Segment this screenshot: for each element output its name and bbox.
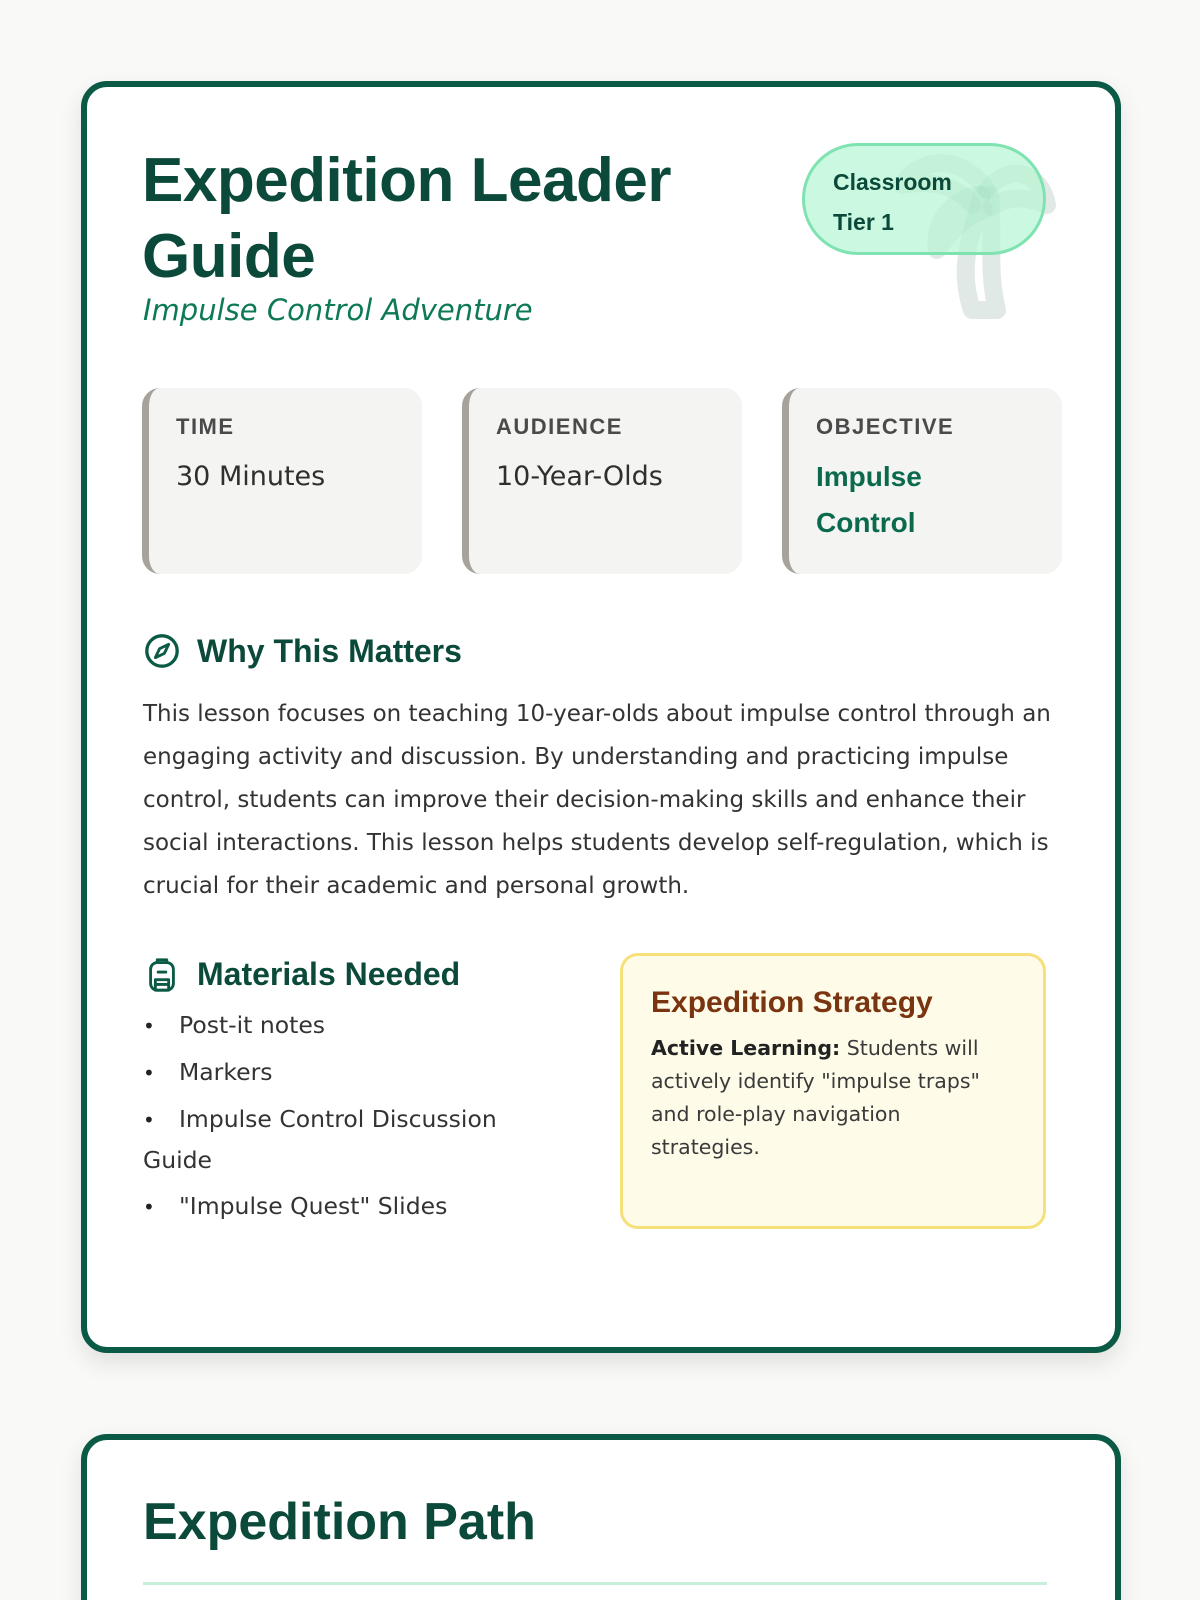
materials-list [143,1005,523,1233]
tier-badge [802,143,1046,255]
strategy-text [651,1032,1015,1164]
compass-icon [143,632,181,670]
stat-time [142,388,422,574]
lesson-overview-card [81,81,1121,1353]
strategy-title: Expedition Strategy [651,986,933,1019]
why-paragraph: This lesson focuses on teaching 10-year-olds about impulse control through an engaging activity and discussion. By understanding and practicing impulse control, students can improve their decision-making skills and enhance their social interactions. This lesson helps students develop self-regulation, which is crucial for their academic and personal growth. [143,701,1051,899]
tier-badge-line1: Classroom [833,169,952,195]
stat-objective [782,388,1062,574]
list-item: • Impulse Control Discussion Guide [143,1099,523,1180]
stat-audience [462,388,742,574]
tier-badge-group [802,135,1062,325]
list-item: • "Impulse Quest" Slides [143,1186,523,1227]
strategy-callout [620,953,1046,1229]
backpack-icon [143,955,181,993]
stat-label: TIME [176,414,235,439]
stat-value: Impulse Control [816,461,922,538]
expedition-path-card [81,1434,1121,1600]
stat-value: 30 Minutes [176,461,326,492]
expedition-path-title: Expedition Path [143,1493,536,1551]
why-heading-text: Why This Matters [197,632,462,669]
stat-label: AUDIENCE [496,414,623,439]
page-title: Expedition Leader Guide [142,146,671,291]
list-item: • Markers [143,1052,523,1093]
strategy-body: Students will actively identify "impulse traps" and role-play navigation strategies. [651,1036,980,1159]
stat-label: OBJECTIVE [816,414,955,439]
stat-value: 10-Year-Olds [496,461,663,492]
materials-heading [143,955,460,993]
page-subtitle: Impulse Control Adventure [143,293,533,327]
tier-badge-line2: Tier 1 [833,209,894,235]
materials-heading-text: Materials Needed [197,955,461,992]
divider [143,1582,1047,1585]
strategy-lead: Active Learning: [651,1036,841,1060]
list-item: • Post-it notes [143,1005,523,1046]
why-heading [143,632,462,670]
